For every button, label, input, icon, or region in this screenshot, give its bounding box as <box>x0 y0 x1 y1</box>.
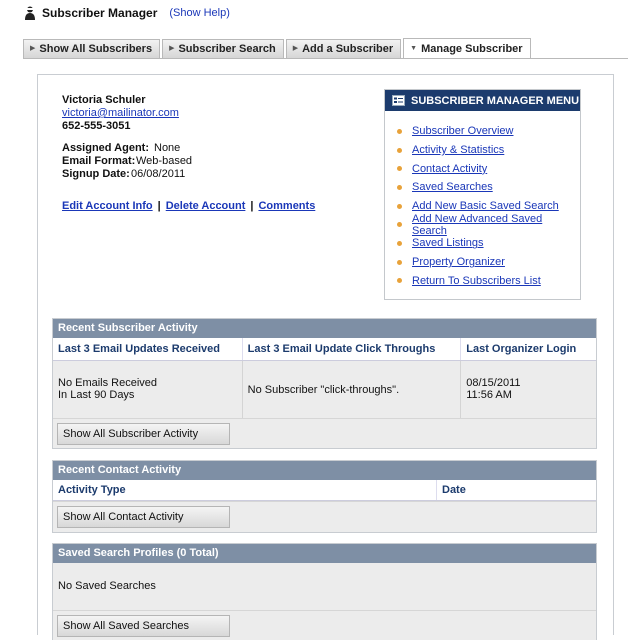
button-bar <box>53 610 596 640</box>
menu-list-icon <box>392 95 405 106</box>
column-header: Last 3 Email Update Click Throughs <box>243 338 462 360</box>
saved-search-profiles-section <box>52 543 597 640</box>
tab-label: Manage Subscriber <box>421 43 523 55</box>
table-header-row <box>53 338 596 361</box>
menu-link-subscriber-overview[interactable]: Subscriber Overview <box>412 125 514 138</box>
comments-link[interactable]: Comments <box>258 200 316 212</box>
triangle-right-icon: ▶ <box>292 45 299 52</box>
menu-title: SUBSCRIBER MANAGER MENU <box>411 94 580 107</box>
tab-add-subscriber[interactable] <box>286 39 401 58</box>
button-bar <box>53 501 596 532</box>
table-cell <box>461 361 596 418</box>
menu-link-saved-listings[interactable]: Saved Listings <box>412 237 484 250</box>
subscriber-contact <box>62 94 179 133</box>
signup-date-value: 06/08/2011 <box>131 168 186 180</box>
show-all-saved-searches-button[interactable]: Show All Saved Searches <box>57 615 230 637</box>
menu-item <box>385 212 580 237</box>
cell-text: No Emails Received <box>58 377 158 389</box>
menu-link-add-basic-search[interactable]: Add New Basic Saved Search <box>412 200 559 213</box>
column-header: Last Organizer Login <box>466 343 577 355</box>
menu-link-return-to-list[interactable]: Return To Subscribers List <box>412 274 541 287</box>
tab-bar <box>23 39 531 59</box>
button-bar <box>53 418 596 448</box>
menu-link-property-organizer[interactable]: Property Organizer <box>412 256 505 269</box>
page-title: Subscriber Manager <box>42 6 158 20</box>
tab-label: Show All Subscribers <box>39 43 153 55</box>
cell-text: No Subscriber "click-throughs". <box>247 384 400 396</box>
assigned-agent-label: Assigned Agent: <box>62 142 149 154</box>
section-header: Recent Contact Activity <box>53 461 596 480</box>
triangle-right-icon: ▶ <box>169 45 175 52</box>
edit-account-link[interactable]: Edit Account Info <box>62 200 153 212</box>
bullet-icon <box>397 204 402 209</box>
menu-link-saved-searches[interactable]: Saved Searches <box>412 181 493 194</box>
empty-message: No Saved Searches <box>53 563 596 610</box>
tab-label: Add a Subscriber <box>302 43 394 55</box>
menu-header <box>385 90 580 111</box>
menu-item <box>385 141 580 160</box>
tab-manage-subscriber[interactable] <box>403 38 530 59</box>
menu-item <box>385 122 580 141</box>
tab-divider <box>23 58 628 59</box>
subscriber-name: Victoria Schuler <box>62 94 146 106</box>
bullet-icon <box>397 166 402 171</box>
subscriber-email-link[interactable]: victoria@mailinator.com <box>62 107 179 119</box>
menu-item <box>385 234 580 253</box>
page-header <box>24 6 230 20</box>
tab-subscriber-search[interactable] <box>162 39 284 58</box>
assigned-agent-value: None <box>154 142 181 154</box>
tab-label: Subscriber Search <box>178 43 276 55</box>
column-header: Last 3 Email Updates Received <box>53 338 243 360</box>
cell-text: In Last 90 Days <box>58 389 135 401</box>
section-header: Recent Subscriber Activity <box>53 319 596 338</box>
menu-item <box>385 159 580 178</box>
cell-text: 08/15/2011 <box>466 377 521 389</box>
bullet-icon <box>397 260 402 265</box>
menu-item <box>385 253 580 272</box>
menu-link-add-advanced-search[interactable]: Add New Advanced Saved Search <box>412 212 543 237</box>
show-help-link[interactable]: (Show Help) <box>169 7 230 19</box>
signup-date-label: Signup Date: <box>62 168 130 180</box>
bullet-icon <box>397 241 402 246</box>
bullet-icon <box>397 185 402 190</box>
subscriber-manager-menu <box>384 89 581 300</box>
bullet-icon <box>397 129 402 134</box>
bullet-icon <box>397 148 402 153</box>
table-cell <box>53 361 243 418</box>
column-header: Activity Type <box>53 480 437 500</box>
separator: | <box>250 200 254 212</box>
menu-item <box>385 272 580 291</box>
bullet-icon <box>397 278 402 283</box>
show-all-subscriber-activity-button[interactable]: Show All Subscriber Activity <box>57 423 230 445</box>
show-all-contact-activity-button[interactable]: Show All Contact Activity <box>57 506 230 528</box>
email-format-label: Email Format: <box>62 155 136 167</box>
menu-item <box>385 178 580 197</box>
table-row <box>53 361 596 418</box>
menu-link-activity-statistics[interactable]: Activity & Statistics <box>412 144 505 157</box>
triangle-down-icon: ▼ <box>410 45 418 52</box>
table-header-row <box>53 480 596 501</box>
separator: | <box>157 200 161 212</box>
delete-account-link[interactable]: Delete Account <box>165 200 246 212</box>
triangle-right-icon: ▶ <box>30 45 36 52</box>
bullet-icon <box>397 222 402 227</box>
subscriber-manager-logo-icon <box>24 6 36 20</box>
section-header: Saved Search Profiles (0 Total) <box>53 544 596 563</box>
recent-subscriber-activity-section <box>52 318 597 449</box>
column-header: Date <box>442 484 466 496</box>
menu-link-contact-activity[interactable]: Contact Activity <box>412 162 488 175</box>
recent-contact-activity-section <box>52 460 597 533</box>
account-actions <box>62 200 315 212</box>
menu-list <box>385 122 580 290</box>
email-format-value: Web-based <box>136 155 193 167</box>
cell-text: 11:56 AM <box>466 389 512 401</box>
table-cell <box>243 361 462 418</box>
subscriber-phone: 652-555-3051 <box>62 120 131 132</box>
tab-show-all-subscribers[interactable] <box>23 39 160 58</box>
subscriber-info <box>62 142 192 181</box>
